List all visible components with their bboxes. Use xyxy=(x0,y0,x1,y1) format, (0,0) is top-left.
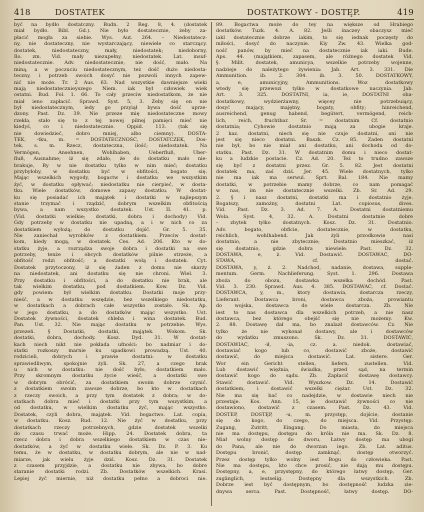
text-line: kach niech nikt nie pokłada ufności: bo nadmiar i do- xyxy=(14,341,207,348)
text-line: tku. Wiele dostatków, domowe zapasy dostatku. W dostat- xyxy=(14,188,207,195)
text-line: fluß, Ausnahme; iż się zdało, że do dostatku mało nie- xyxy=(14,156,207,163)
column-divider xyxy=(211,22,212,506)
text-line: się dostatnio, gdzie dobra niewiele. Past. Dz. 32. xyxy=(216,245,413,252)
text-line: dostatkach rzeczy potrzebnych, gdzie dostatek wszelki xyxy=(14,424,207,431)
text-line: Zugang, Zutritt, Eingang. Do miasta, do miejsca xyxy=(216,424,413,431)
text-line: STAWA, cf. dostać. xyxy=(216,258,413,265)
text-line: płacić mogła za siebie. Wys. Aut. 264. – Niedostatecz- xyxy=(14,34,207,41)
text-line: 2. 88. Dostawę dał ma, bo znalazł dostawców. Cz. Nie xyxy=(216,322,413,329)
text-line: Nie zaniechał wyrobków z dostatkiem. Przeciw dostat- xyxy=(14,232,207,239)
text-column-left xyxy=(14,22,207,508)
text-line: Ammunition. ib. 2. 304. ib. 3. 50. DOSTATKOWY, xyxy=(216,73,413,80)
text-line: – zbytek tylko dostatnych. Kosz. Dz. 31. Dostatnio. xyxy=(216,220,413,227)
text-line: dostatki, w potrzebie mamy dobrze, co nam pomagać xyxy=(216,181,413,188)
text-line: tek. s. m. Rzecz, dostateczna, ilość; niedostatek. Na xyxy=(14,143,207,150)
text-line: zugänglich, leutselig. Dostępny dla wszystkich. Zb. xyxy=(216,475,413,482)
text-line: teczny, i potrzeb swoich dosyć nie pozwoli innych zapew- xyxy=(14,73,207,80)
text-line: DOSTEP, DOSTĘP, -u, m. przystęp, dojście, dostanie xyxy=(216,411,413,418)
text-column-right xyxy=(216,22,413,508)
text-line: przestaje. Kos. Ann. 15, ie dostawić żywności co nie xyxy=(216,399,413,406)
text-line: DOSTAWA, e, ż. Vid. Dostawić. DOSTAWAĆ, DO- xyxy=(216,252,413,259)
text-line: iest to nas dostawca dla wszelkich potrzeb, a nie nasz xyxy=(216,309,413,316)
text-line: Dostatek przytoczony, iż się żaden z domu nie skarży xyxy=(14,264,207,271)
running-title-right: DOSTATKOWY - DOSTĘP. xyxy=(247,7,361,17)
text-line: Przy skromnym dostatku życie wieść, a dostatki swe xyxy=(14,373,207,380)
text-line: rzekła, stało się to z tej nowej pilnej pamięci mieć nie xyxy=(14,117,207,124)
text-line: nieść, a w dostatku wszędzie, bez wszelkiego niedostatku, xyxy=(14,296,207,303)
text-line: żyć, w dostatku opływać; niedostatku nie cierpieć, w dosta- xyxy=(14,181,207,188)
text-line: brakuje, By w nie dostatku tylko w nim mieć; dostatku xyxy=(14,162,207,169)
text-line: ku a ludzkie postacie. Cz. Ad. 20. Też to trudno zawsze xyxy=(216,156,413,163)
text-line: iakl dostatecznie dobrze iakim, to się iednak poczęsty do xyxy=(216,34,413,41)
text-line: dostatków. Tuzk. 4. A. 82. Jeśli inaczey obaczysz mieć xyxy=(216,28,413,35)
page-number-left: 418 xyxy=(14,7,31,17)
text-line: do wojska, dostawca do wiele dostarcza. Zb. Nie xyxy=(216,303,413,310)
text-line: nie dowiedzieć, dobro mniej, albo ciemny). DOSTA- xyxy=(14,130,207,137)
text-line: 2. § i nasz dostatni, dostatki ma i dostatnio żyje. xyxy=(216,194,413,201)
text-line: Gdy potrzeby w dostatku nie upadną, a i w nich co za xyxy=(14,220,207,227)
text-line: nie był, bo nie miał ani dostatku, ani dochodu od do- xyxy=(216,143,413,150)
text-line: Nie ma dostępu, kto chce prosić, nie dają mu dostępu. xyxy=(216,462,413,469)
text-line: Adv. bogato, obficie, dostatecznie, w dostatku, xyxy=(216,226,413,233)
text-line: kom, kiedy mogą, w dostatek. Ces. Ad. 206. Kto w do- xyxy=(14,239,207,246)
text-line: miał ieno zapłacić. Sprawd. Syst. 5, 3. Żeby się on nie xyxy=(14,98,207,105)
text-line: się być z dostatni przez. Gr. 5. 82. Jest dostatni xyxy=(216,162,413,169)
text-line: się do kogo, do czego, do miejsca. Vid. Przystęp. xyxy=(216,418,413,425)
text-line: bywa, a nam wszystko dostatek. Ust. II. 41. p. xyxy=(14,207,207,214)
text-line: tak wielkim dostatku, pod dostatkiem. Kow. Dz. Vid. xyxy=(14,284,207,291)
text-line: ku się posiadać ich majątek i dostatki w najlepszym xyxy=(14,194,207,201)
text-line: miną, a w poczuciu niedostatecznym, też dość dużo niedosta- xyxy=(14,66,207,73)
text-line: Art. 3. 325. DOSTATNI, ia, ie, DOSTATNI oba- xyxy=(216,92,413,99)
text-line: do wydatku zmuszono. Sk. Dz. 31. DOSTAWIĆ, xyxy=(216,335,413,342)
text-line: dzony. Past. Dz. 39. Nie przeze mię niedostateczne mowy xyxy=(14,111,207,118)
text-line: Ilo. zm. Vid. mały niezupełny, niedostatek. Lat. insuf- xyxy=(14,53,207,60)
text-line: z czasem przyjdzie, a dostatku nie zbywa, bo dobre xyxy=(14,462,207,469)
text-line: TEK, -tku, m. = DOSTATECZNOŚĆ, DOSTATCZEK, Dos- xyxy=(14,137,207,144)
text-line: Przy dostatku i obfitości, a do dostatku nie brak, ale xyxy=(14,277,207,284)
text-line: Dostatek, czyli dobra, majątek. Vid. bogactwo. Lat. copia, xyxy=(14,411,207,418)
text-line: a, e, amunicyjny, Ammunitions. Woz dostatkowy xyxy=(216,79,413,86)
text-line: statku. Past. Dz. 31. W dostatnim domu i nieco dostat- xyxy=(216,149,413,156)
text-line: dostawić kogo do sądu. Zb. Zapłacić dostawę dostawcy. xyxy=(216,373,413,380)
text-line: Wor ein Gericht stellen, liefern, zustellen. Vid. xyxy=(216,360,413,367)
text-line: 2 kaz. dostatni, niech się nie czuje dostatni, ani nie xyxy=(216,130,413,137)
text-line: Dobrze iest być dostępnym, bo dostępność ludzka zie- xyxy=(216,482,413,489)
text-line: staranie dostatki rodzi. Zb. Dostatków wszelkich. Krasi. xyxy=(14,469,207,476)
text-line: dosyć mający, majętny, bogaty, obfity; hinreichend, xyxy=(216,105,413,112)
text-line: Pan. Ust. 32. Nie mając dostatku w potrzebie. Wys. xyxy=(14,322,207,329)
text-line: ostatni. Bud. Fol. 1. 66. To cały przeciw niedostatkom, że nie xyxy=(14,92,207,99)
text-line: (Vid. dostatki wielkie; dostatki, dobra i dochody) Vid. xyxy=(14,213,207,220)
text-line: Bogatszy, zamożny, dostatni Lat. copiosus, dives. xyxy=(216,200,413,207)
text-line: dostatkowy, wydzierżawny, więcey nie potrzebuiący, xyxy=(216,98,413,105)
text-line: dostatek ma, zaś dziś. Jer. 45. Wiele dostatnych, tylko xyxy=(216,168,413,175)
text-line: Wola. Syst. 4, 32. A. Dostatni dostatnie dobre xyxy=(216,213,413,220)
text-line: kiedyś, co i niedostatecznie. Oppid. 113. (tak się xyxy=(14,124,207,131)
page-number-right: 419 xyxy=(397,7,414,17)
text-line: nie ma dostępu, dostępu do króla nie ma. Sk. Dz. 8. xyxy=(216,431,413,437)
text-line: Aps. 44. (majątkiem, zapasem, ale różnego dostatek Vid. xyxy=(216,53,413,60)
text-line: statki rozkoszy marnie ku upadkowi prowadzą. Ust. 40. xyxy=(14,347,207,354)
text-line: dostatek, niedostateczny, mały, niedostatek; niedoborny, xyxy=(14,47,207,54)
text-line: ny, nie dostateczny, nie wystarczający, niewiele co starczący. xyxy=(14,41,207,48)
text-line: zboża do obozu, dostawka wszelka dochód. Past. xyxy=(216,277,413,284)
text-line: lich, reich, fruchtbar. Sr. = dostatnim Cf. dostatnio xyxy=(216,117,413,124)
text-line: w dostatku. Kosz. Rud. 12. Nie żyć w dostatku, przy xyxy=(14,418,207,425)
text-line: Nie ma się bać co nadejdzie, w dostawie niech nie xyxy=(216,392,413,399)
text-line: Lub dostawić więźnia, świadka, przed sąd, na termin xyxy=(216,367,413,374)
text-line: statku żyje, a rozrządza swoje dobra i dostatki na swe xyxy=(14,245,207,252)
text-line: Stawić dostawić. Vid. Wyszkow. Dz. 14. Dostawić xyxy=(216,379,413,386)
text-line: Dostępu bronić, dostęp zamknąć, dostęp otworzyć. xyxy=(216,450,413,457)
text-line: dostatkiem, i dostawić wszelki ciężar. Ust. Dz. 32. xyxy=(216,386,413,393)
text-line: Lieferant. Dostawca broni, dostawca zboża, prowiantu xyxy=(216,296,413,303)
text-line: dnywa serca. Past. Dostępność, łatwy dostęp. DO- xyxy=(216,488,413,495)
text-line: nadzieje do należytego żywienia: Jab. Art. 3. 331. Die xyxy=(216,66,413,73)
text-line: w dobrym obrócić, za dostatkiem swoim dobrze czynić. xyxy=(14,379,207,386)
text-line: ność panów, by mieć na dostatecznie iak iaki. Bude. xyxy=(216,47,413,54)
text-line: nić nie może. Tr. 2 Aus. 63. Nad wszystkie dawniejsze wieki xyxy=(14,79,207,86)
text-line: jest się nieco dostatni. Baszk. Cz. 85. Zaden dostatni xyxy=(216,137,413,144)
text-line: z dostatkiem swoim zawsze dobrze, bo kto w dostatkach xyxy=(14,386,207,393)
text-line: DOSTAWIAĆ, -ił, -ia, cz. a. niedok. dostawiać, xyxy=(216,341,413,348)
text-line: wtedy się przewozi tylko w dostatkowe naczynia. Jab. xyxy=(216,85,413,92)
running-header xyxy=(14,6,414,18)
text-line: dostatki, dobra, dochody. Kosz. Dyd. 31. W dostat- xyxy=(14,335,207,342)
text-line: temu, że w dostatku, w dostatku dobrym, ale nie w nad- xyxy=(14,450,207,457)
text-line: dostawiać kogo lub co, dostawić zboże, dostawić xyxy=(216,347,413,354)
text-line: przezeń. § Dostatki, dostatki, majątek. Wokom. Sk. xyxy=(14,328,207,335)
text-line: był niedostatecznym, iedy go przyiął bywa dość uprze- xyxy=(14,105,207,112)
text-line: DOSTAWA, y, ż. 2. Nadchod, nadanie, dostawa, supple- xyxy=(216,264,413,271)
text-line: Lepiej żyć miernie, niż dostatku pełno a dobroci nie. xyxy=(14,475,207,482)
text-line: Vid. Past. Dz. 3. Ad. 7. A. Dostatni dostatniemu xyxy=(216,207,413,214)
text-line: rodzicieli, dobrych i prawie dostatni: w dostatku xyxy=(14,354,207,361)
text-line: obfitość rodzi obfitość; a dostatki wolą i dostatek. Cyt. xyxy=(14,258,207,265)
text-line: DOSTAWCA, y, m., ktory dostawia, dostarcza rzeczy, xyxy=(216,290,413,297)
text-line: do Pana, ale nie do dworzan iego. Zb. Lat. aditus. xyxy=(216,443,413,450)
text-line: w nas, im nie dostatecznie wszelki. Zb. Sr. Ad. 29. xyxy=(216,188,413,195)
text-line: od dostatku, w wielkim dostatku żyć, mając wszystko. xyxy=(14,405,207,412)
text-line: Vid. 3. 230. Sprawd. Aus. 4. 385. DOSTAWAĆ, cf. Dostać. xyxy=(216,284,413,291)
text-line: w jego dostatku, a do dostatków mając wszystko. Ust. xyxy=(14,309,207,316)
text-line: Dostatek żywności, dostatek chleba i wina dostatek. Bud. xyxy=(14,315,207,322)
text-line: być na bydło dostatczny. Budn. 2 Reg. 8, 4. (dostatek xyxy=(14,22,207,28)
text-line: rzecz dobra i dobra wszelkiego dostatkiem w czas nie- xyxy=(14,437,207,444)
text-line: mentum. Germ. Nachlieferung. Syst. 1. 296. Dostawa xyxy=(216,271,413,278)
text-line: dostatkiem wyłożą; do dostatku dojść. Gr. 5. 35. xyxy=(14,226,207,233)
text-line: dostawić, do miejsca dostawić. Lat. sistere. Ger. xyxy=(216,354,413,361)
text-line: ausreichend, genug habend, begütert, vermögend, reich- xyxy=(216,111,413,118)
running-title-left: DOSTATEK xyxy=(55,7,105,17)
text-line: dostatków, a żyć w dostatku wiele. Sk. Dz. P. 3. Ku xyxy=(14,443,207,450)
text-line: przybyłoby, w dostatku być w obfitości, bogato się. xyxy=(14,168,207,175)
text-line: Vermögen, Ansehnen, Wohlhaben, Ueberfluß, Über- xyxy=(14,149,207,156)
text-line: Mając wszelkich wygody, bogactw i dostatku we wszystkim xyxy=(14,175,207,182)
text-line: niedostatecznie. Adv. niedostatecznie, nie dość, mało. Na xyxy=(14,60,207,67)
text-line: Przez dostęp tylko wolny iest Bogu do człowieka. Past. xyxy=(216,456,413,463)
text-line: reichlich, wohlhabend. Jak żyli przodkowie nasi xyxy=(216,232,413,239)
text-line: na niedostatek, ani dostatku się nie chroni. Wiel. 3. xyxy=(14,271,207,278)
text-line: statkach dobra mieć i dostatki przy tym wszystkim, a xyxy=(14,399,207,406)
text-line: §. Milit. dostatek, amunicya, wszelkie potrzeby wojenne, xyxy=(216,60,413,67)
text-line: sprawiedliwym, spokojnie żyli. Sk. 27, a czego brak xyxy=(14,360,207,367)
text-line: Dostępny, a, e, przystępny, do którego łatwy dostęp, Ger. xyxy=(216,469,413,476)
text-line: potrzeby, tenże i obcych dostatków pilnie strzeże, a xyxy=(14,252,207,259)
text-line: gdy powiem: był wielkim dostatku. Dostatki moje przy- xyxy=(14,290,207,297)
text-line: tylko że nie wykonał dostawy, ale i dostawców xyxy=(216,328,413,335)
text-line: miłości, dosyć do naczynie. Kiy Zw. 43. Wielka god- xyxy=(216,41,413,48)
text-line: miał bydło. Bibl. Gd.). Nie było dostatecznie, żeby za- xyxy=(14,28,207,35)
text-line: miarze, jak wielu żyje dziś. Kosz. Dz. 31. Dostatek xyxy=(14,456,207,463)
text-line: dostawiono, dostawić z czasem. Past. Dz. 43. Vid. xyxy=(216,405,413,412)
text-line: z rzeczy swoich, a przy tym dostatek z dobra; w do- xyxy=(14,392,207,399)
header-rule xyxy=(14,19,414,20)
text-line: nie ma iak ma serwul. Sprt. Bal. 184. Nie mamy xyxy=(216,175,413,182)
text-line: Miał wolny dostęp do dworu, Łatwy dostęp ma ubogi xyxy=(216,437,413,444)
text-line: dostatnio, a nie zbytecznie; Dostatnio mieszkać, iż xyxy=(216,239,413,246)
text-line: u nich w dostatku: nie dość było, dostatkiem mało. xyxy=(14,367,207,374)
text-line: dostatnia; Cyhowie dostatnio mają za ubogie kraje. xyxy=(216,124,413,131)
text-line: do czasu trwać może. Hipp. 24. Dostatek dobra, ta xyxy=(14,431,207,437)
text-line: dostawca, bez którego obejść się nie możemy. Kw. xyxy=(216,315,413,322)
text-line: w dostatkach a dobrach całe wszystko zostało. Sk. Ap. xyxy=(14,303,207,310)
text-line: mają niedostatecznieyszego Niem. iak był człowiek wiek xyxy=(14,85,207,92)
text-line: stanie trzymać i rządzić, dobrym wszelkim obfitością xyxy=(14,200,207,207)
text-line: 89. Bogactwa może do tey na większe od Hrabiego xyxy=(216,22,413,28)
